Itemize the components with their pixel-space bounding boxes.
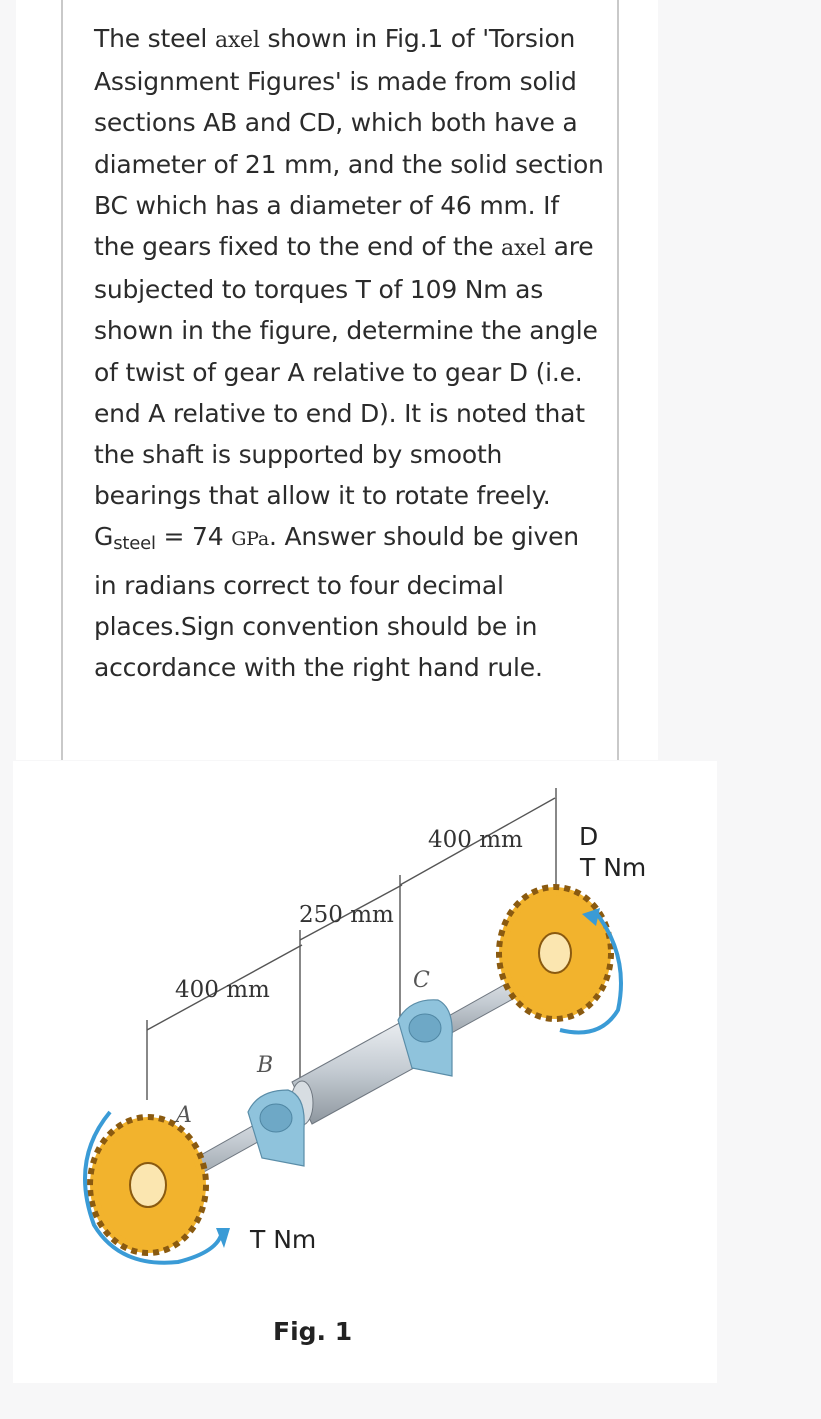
problem-axel-1: axel — [214, 28, 260, 53]
gear-a — [90, 1117, 206, 1253]
problem-text-2: shown in Fig.1 of 'Torsion Assignment Figures' is made from solid sections AB and CD, which both have a diameter of 21 mm, and the solid section BC which has a diameter of 46 mm. If the gears fixed to the end of the — [94, 24, 604, 262]
bearing-b — [248, 1090, 304, 1166]
problem-text-3: are subjected to torques T of 109 Nm as shown in the figure, determine the angle of twist of gear A relative to gear D (i.e. end A relative to end D). It is noted that the shaft is supported by smooth bearings that allow it to rotate freely. G — [94, 232, 598, 552]
torque-label-a: T Nm — [250, 1225, 317, 1254]
dim-ab: 400 mm — [175, 977, 270, 1003]
label-b: B — [257, 1053, 274, 1078]
steel-subscript: steel — [113, 533, 156, 555]
torque-label-d: T Nm — [580, 853, 647, 882]
problem-text-5: . Answer should be given in radians correct to four decimal places.Sign convention should be in accordance with the right hand rule. — [94, 522, 579, 683]
gear-d — [499, 887, 611, 1019]
dim-cd: 400 mm — [428, 827, 523, 853]
gpa-unit: GPa — [231, 528, 270, 551]
problem-text-4: = 74 — [155, 522, 232, 552]
figure-caption: Fig. 1 — [273, 1317, 353, 1346]
problem-text-1: The steel — [94, 24, 215, 53]
dim-bc: 250 mm — [299, 902, 394, 928]
label-d: D — [579, 822, 599, 851]
label-a: A — [176, 1103, 192, 1128]
problem-axel-2: axel — [501, 236, 546, 262]
label-c: C — [413, 968, 430, 993]
